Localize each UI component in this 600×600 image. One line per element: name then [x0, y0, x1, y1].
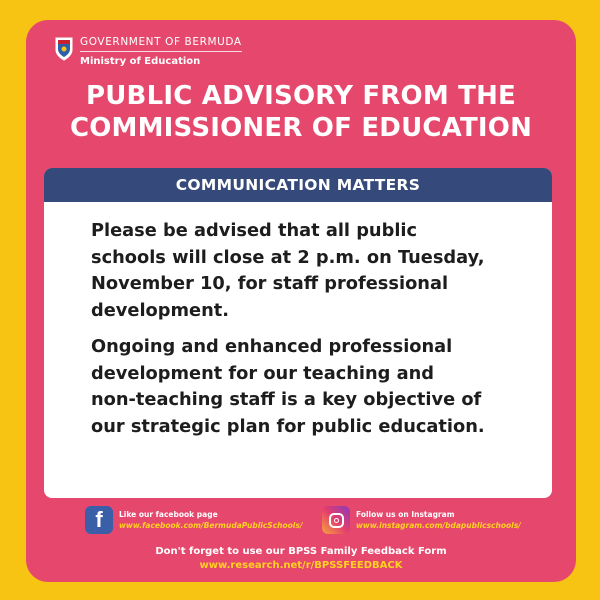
- panel-body: [44, 202, 552, 440]
- paragraph-2-line: Ongoing and enhanced professional: [91, 336, 453, 357]
- paragraph-2-line: non-teaching staff is a key objective of: [91, 389, 482, 410]
- feedback-text: Don't forget to use our BPSS Family Feedback Form: [155, 546, 447, 557]
- paragraph-1-line: development.: [91, 299, 229, 321]
- instagram-link[interactable]: [322, 506, 521, 534]
- facebook-icon[interactable]: f: [85, 506, 113, 534]
- feedback-url[interactable]: www.research.net/r/BPSSFEEDBACK: [199, 560, 403, 571]
- ministry-name: Ministry of Education: [80, 56, 201, 67]
- instagram-label: Follow us on Instagram: [356, 510, 455, 519]
- title-line-1: PUBLIC ADVISORY FROM THE: [85, 81, 517, 111]
- title-line-2: COMMISSIONER OF EDUCATION: [69, 113, 533, 143]
- facebook-url[interactable]: www.facebook.com/BermudaPublicSchools/: [119, 521, 303, 530]
- government-header: [54, 36, 242, 68]
- panel-heading: COMMUNICATION MATTERS: [44, 168, 552, 202]
- instagram-url[interactable]: www.instagram.com/bdapublicschools/: [356, 521, 521, 530]
- facebook-link[interactable]: [85, 506, 303, 534]
- advisory-card: [26, 20, 576, 582]
- paragraph-1-line: November 10, for staff professional: [91, 273, 449, 294]
- instagram-icon[interactable]: [322, 506, 350, 534]
- facebook-label: Like our facebook page: [119, 510, 218, 519]
- paragraph-2-line: our strategic plan for public education.: [91, 415, 485, 437]
- government-name: GOVERNMENT OF BERMUDA: [80, 36, 242, 52]
- page-title: [26, 80, 576, 144]
- paragraph-1: [91, 218, 532, 324]
- bermuda-crest-icon: [54, 36, 74, 62]
- paragraph-2-line: development for our teaching and: [91, 362, 434, 384]
- paragraph-2: [91, 334, 532, 440]
- message-panel: [44, 168, 552, 498]
- paragraph-1-line: schools will close at 2 p.m. on Tuesday,: [91, 246, 485, 268]
- feedback-footer: [26, 545, 576, 573]
- paragraph-1-line: Please be advised that all public: [91, 220, 418, 241]
